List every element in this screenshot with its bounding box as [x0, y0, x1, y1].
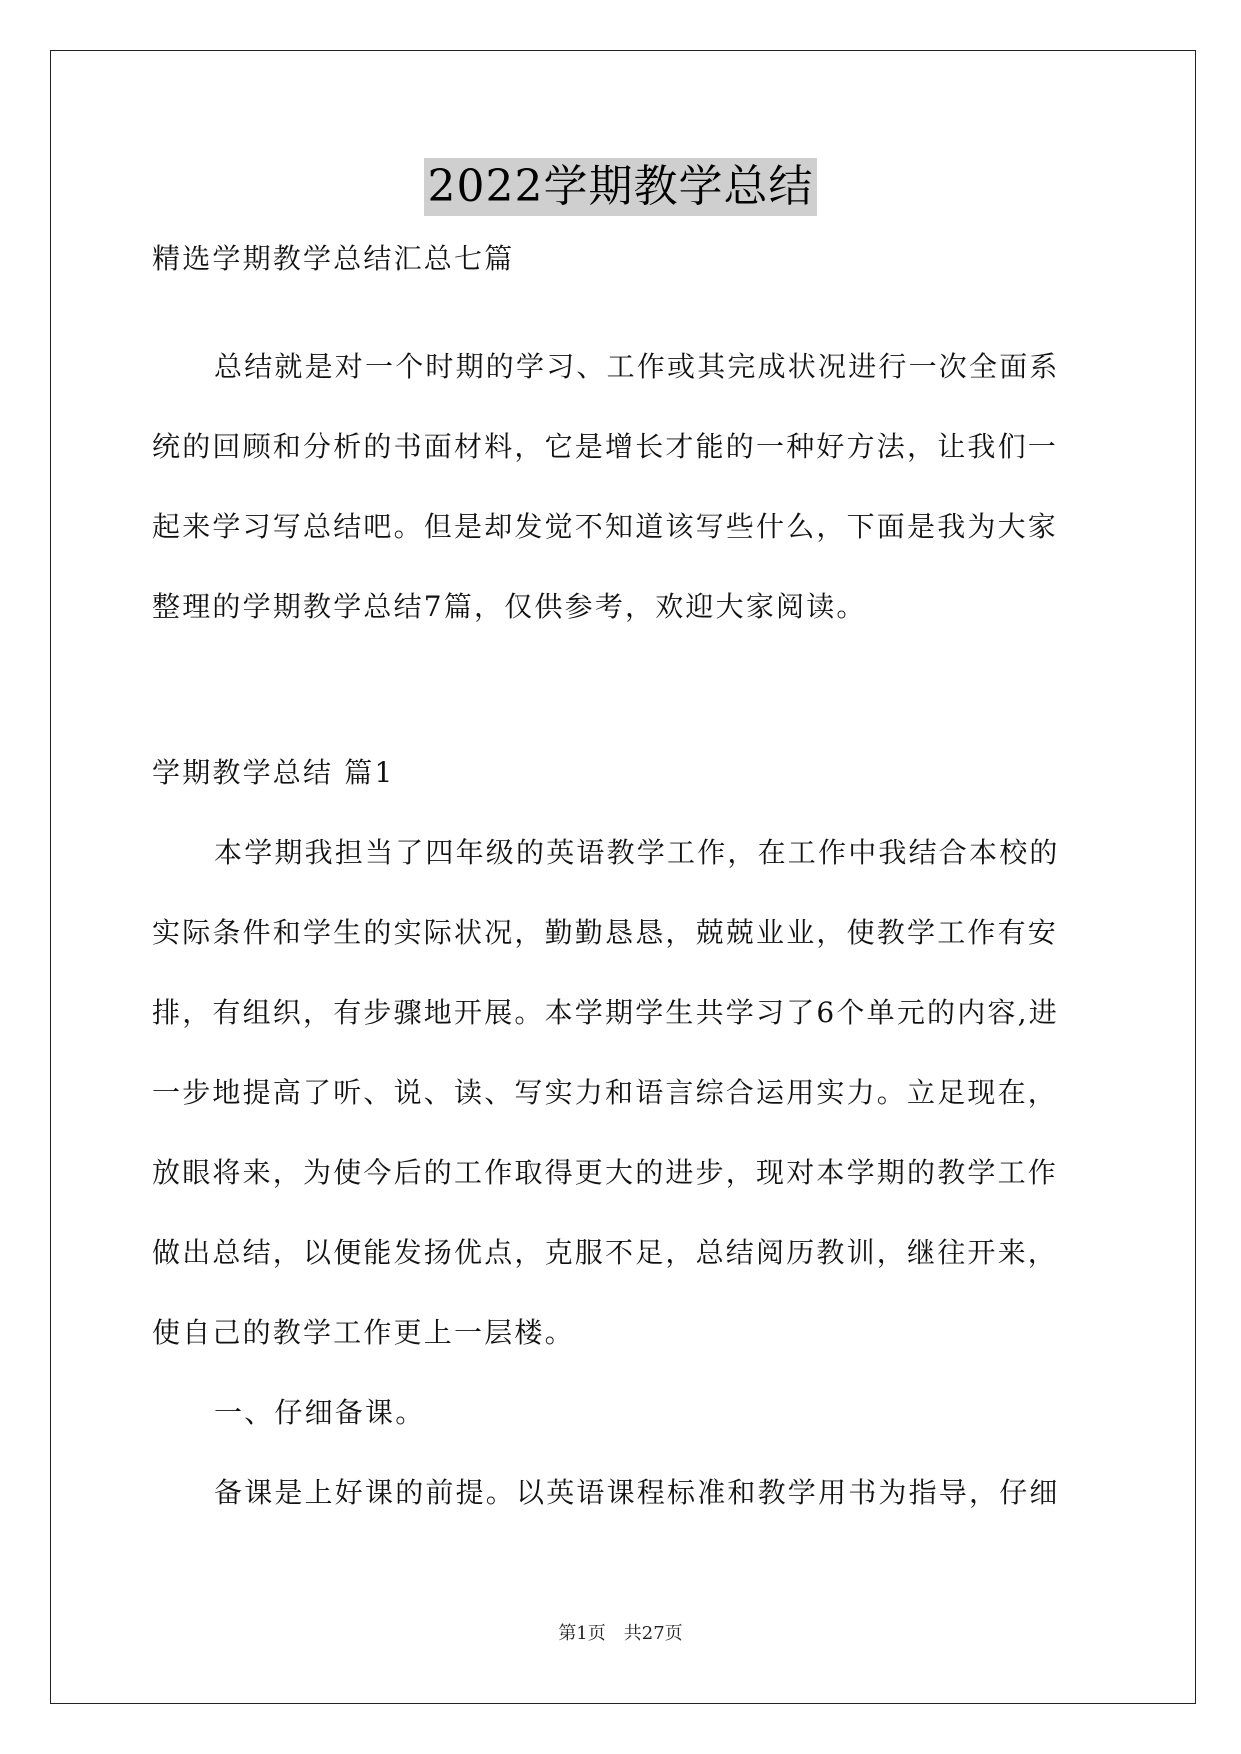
- item-heading: 一、仔细备课。: [214, 1396, 426, 1429]
- body-line-2: 实际条件和学生的实际状况，勤勤恳恳，兢兢业业，使教学工作有安: [152, 916, 1059, 949]
- body-line-4: 一步地提高了听、说、读、写实力和语言综合运用实力。立足现在，: [152, 1076, 1059, 1109]
- intro-line-4: 整理的学期教学总结7篇，仅供参考，欢迎大家阅读。: [152, 590, 867, 623]
- page-number: 第1页: [558, 1623, 606, 1644]
- page-border: [50, 50, 1196, 1704]
- item-line-1: 备课是上好课的前提。以英语课程标准和教学用书为指导，仔细: [214, 1476, 1060, 1509]
- document-subtitle: 精选学期教学总结汇总七篇: [152, 242, 515, 275]
- intro-line-1: 总结就是对一个时期的学习、工作或其完成状况进行一次全面系: [214, 350, 1060, 383]
- body-line-1: 本学期我担当了四年级的英语教学工作，在工作中我结合本校的: [214, 836, 1060, 869]
- document-title: 2022学期教学总结: [424, 158, 818, 216]
- document-title-wrap: [0, 158, 1241, 216]
- body-line-6: 做出总结，以便能发扬优点，克服不足，总结阅历教训，继往开来，: [152, 1236, 1059, 1269]
- body-line-3: 排，有组织，有步骤地开展。本学期学生共学习了6个单元的内容,进: [152, 996, 1059, 1029]
- intro-line-2: 统的回顾和分析的书面材料，它是增长才能的一种好方法，让我们一: [152, 430, 1059, 463]
- page-footer: [0, 1622, 1241, 1646]
- body-line-7: 使自己的教学工作更上一层楼。: [152, 1316, 575, 1349]
- intro-line-3: 起来学习写总结吧。但是却发觉不知道该写些什么，下面是我为大家: [152, 510, 1059, 543]
- page-total: 共27页: [623, 1623, 683, 1644]
- section-heading: 学期教学总结 篇1: [152, 756, 395, 789]
- body-line-5: 放眼将来，为使今后的工作取得更大的进步，现对本学期的教学工作: [152, 1156, 1059, 1189]
